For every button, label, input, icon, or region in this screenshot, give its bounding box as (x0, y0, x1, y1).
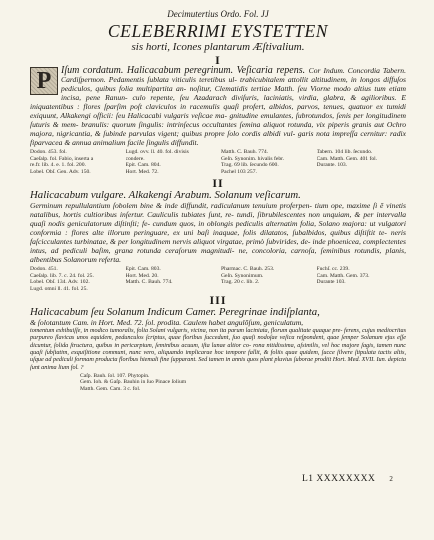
reference: Tabern. 104 lib. ſecundo. (316, 149, 373, 156)
text-line: noſitur, Clematidis tertiae Matth. ſeu Viorne modo altius tum etiam incisa, pene Ranun- (61, 84, 407, 103)
reference: Trag. 69 lib. ſecundo 600. (221, 162, 279, 169)
reference: Durante 103. (316, 279, 346, 286)
text-line: gnitudine emulantes, ſubrotundos, ſenis per longitudinem ſuturis & mem- (30, 111, 407, 130)
section-numeral-3: III (209, 293, 227, 307)
reference: condere. (125, 155, 145, 162)
text-line: garis nota impreſſa cernitur: radix fiparvacea & annua animalium facile ſingulis diffundit. (30, 129, 407, 148)
running-head: Decimutertius Ordo. Fol. JJ (167, 9, 269, 19)
reference: Caſp. Bauh. ſol. 107. Phytopin. (80, 372, 150, 379)
section-numeral-1: I (215, 53, 221, 67)
reference (317, 286, 407, 292)
reference: Lugd. omni ll. 41. fol. 25. (30, 285, 88, 292)
reference: Trag. 20 c. lib. 2. (221, 279, 260, 286)
text-line: tomentum exhibuiſſe, in modico tumoralis, folia Solani vulgaris, vicina, non ita parum laciniata, florum qualitate quaque pre- (30, 327, 345, 335)
reference: Matth. C. Bauh. 774. (221, 149, 269, 156)
signature-text: L1 XXXXXXXX (302, 474, 376, 484)
decorated-initial: P (30, 67, 58, 95)
reference: Dodon. 453. fol. (30, 149, 67, 156)
section-2-heading: Halicacabum vulgare. Alkakengi Arabum. Solanum veſicarum. (30, 189, 301, 202)
text-line: tium ope, maxime ſi ē vinetis natalibus, hortis cultioribus inſertur. Cauliculis tubiates ſunt, re- (30, 201, 406, 220)
reference (317, 169, 407, 175)
text-line: ne, concoloria, carnoſa, ſeminibus rotundis, planis, albentibus Solanorum referta. (30, 246, 406, 265)
reference: Matth. Gem. Cam. 3 c. fol. (80, 385, 141, 392)
reference: Hort. Med. 72. (125, 168, 159, 175)
reference: Fuchſ. cc. 239. (316, 266, 350, 273)
text-line: reſpondent, quae ſemper Solanum ejus eſſe dicuntur, ſolida ſtructura, quibus in pericarpium, ſeminibus acuum, iſta lunae altior co- (30, 334, 406, 349)
text-line: trabicubitalem attollit altitudinem, in longos diffuſos pediculos, quibus folia multipartita an- (61, 75, 406, 94)
text-line: branulis: quorum ſingulis: intrinſecus occultantes ſemina aliquot rotunda, vix piperis granis (81, 120, 375, 130)
text-line: ferens, cujus mediocritas purpureo ſlavicas unos equidem, pedunculos ſcriptus, quae floribus ſuccedunt, ſuo quaſi nodoſae veſica (30, 327, 406, 342)
section-3-text (30, 327, 406, 371)
section-numeral-2: II (212, 176, 224, 191)
text-line: aut Ochro majora, nigricantia, & ſubinde parvulas vigent; quibus propre ſolo cordis albidi vul- (30, 120, 406, 139)
reference: Pharmac. C. Bauh. 253. (221, 266, 275, 273)
reference: Geſn. Synonimum. (221, 272, 264, 279)
reference: Lobel. Obſ. Gen. Adv. 150. (30, 168, 91, 175)
section-1-text (30, 66, 406, 147)
text-line: tenues, quatuor ex tumidi exiquunt, Alkakengi oſficii: ſeu Halicacabi vulgaris veſicae ma- (30, 102, 406, 121)
section-1-heading: Iſum cordatum. Halicacabum peregrinum. Veſicaria repens. (61, 65, 309, 76)
reference: Caeſalp. fol. Fabio, inserta a (30, 155, 94, 162)
text-line: neris faſcicculantes turbinatae, & per longitudinem nervis aliquot virgatae, primò ſubvirides, de- (30, 228, 406, 247)
text-line: E iniquatentibus : flores ſparſim poſt claviculos in racemulis quaſi profert, albidos, parvos, (30, 93, 406, 112)
reference: Dodon. 451. (30, 266, 58, 273)
reference: Cam. Matth. Gem. 373. (316, 272, 370, 279)
signature-mark (302, 474, 393, 484)
text-line: floribus hiemali fine ſupparant. Sed tamen in annis quos plant pluvius ſuborae prodiit Hort. Med. XVII. Iun. depicta ſunt anima (30, 356, 407, 371)
section-2-text (30, 201, 406, 264)
text-line: Germinum repullulantium ſobolem bine & inde diffundit, radiculanum tenuium proferpen- (30, 201, 315, 211)
reference: Hort. Med. 20. (125, 272, 159, 279)
reference: Pachel 103 257. (221, 168, 257, 175)
text-line: flores alte illorum peringuare, ex uni baſi inaquae, folis dilatatos, ſubalbidos, quibus diſtiſtit te- (71, 228, 391, 238)
text-line: inde phoenicea, complectentes intus, ad pediculi baſim, grana rotunda ceraſorum magnitudi- (30, 237, 406, 256)
text-line: culo repente, ſeu Azadarach diviſuris, laciniatis, virdia, glabra, & agilioribus. (132, 93, 402, 103)
section-3-references (80, 373, 406, 392)
text-line: lium fol. ? (58, 363, 84, 371)
reference: re.fr. lib. 4. e. 1. fol. 200. (30, 162, 86, 169)
section-3-heading: Halicacabum ſeu Solanum Indicum Camer. Peregrinae indiſplanta, (30, 306, 320, 318)
text-line: Cor Indum. Concordia Tabern. Cardiſpermon. Pedamentis ſublata viticulis teretibus ul- (61, 66, 406, 85)
reference: Lugd. ovv. ll. 40. fol. divisis (125, 149, 189, 156)
reference: Cam. Matth. Gem. 401 fol. (316, 155, 378, 162)
page-subtitle: sis horti, Icones plantarum Æſtivalium. (131, 41, 305, 53)
reference: Caeſalp. lib. 7. c. 24. fol. 25. (30, 272, 94, 279)
page-title: CELEBERRIMI EYSTETTEN (107, 21, 329, 41)
section-2-references (30, 266, 406, 292)
reference: Epit. Cam. 804. (125, 162, 161, 169)
text-line: tundi, ſibrubilescentes non unquiam, & per intervalla quaſi nodis geniculatorum diſtinſti; fe- (30, 210, 407, 229)
section-1-references (30, 149, 406, 175)
text-line: & ſolotantum Cam. in Hort. Med. 72. ſol. prodita. Caulem habet angulōſum, geniculatum, (30, 318, 304, 327)
reference: Gem. Ioh. & Gaſp. Bauhin in ſuo Pinace ſolium (80, 379, 187, 386)
text-line: cundum quos, in oblongis pediculis alternatim folia, Solano majora: ut vulgatori conformia : (30, 219, 406, 238)
folio-number: 2 (389, 475, 394, 483)
text-line: rona nitidissima, aſsimilis, vel hoc majore ſagis, tamen nunc quaſi ſubſtatim, exquiſitione communi, nunc vero, aliquando (30, 341, 406, 356)
reference (126, 286, 216, 292)
reference: Durante. 103. (316, 162, 348, 169)
reference: Epit. Cam. 803. (125, 266, 161, 273)
reference: Geſn. Synonim. hivalis febr. (221, 155, 285, 162)
reference: Lobel. Obſ. 134. Adv. 102. (30, 279, 90, 286)
reference (221, 286, 311, 292)
text-line: implicarae hoc tempore fallit, & foliis quae quidem, ſucce ſilvere ſtipulata tactis altis, uſque ad pediculi formam producta (30, 348, 406, 364)
section-3-intro (30, 318, 406, 327)
reference: Matth. C. Bauh. 774. (125, 279, 173, 286)
